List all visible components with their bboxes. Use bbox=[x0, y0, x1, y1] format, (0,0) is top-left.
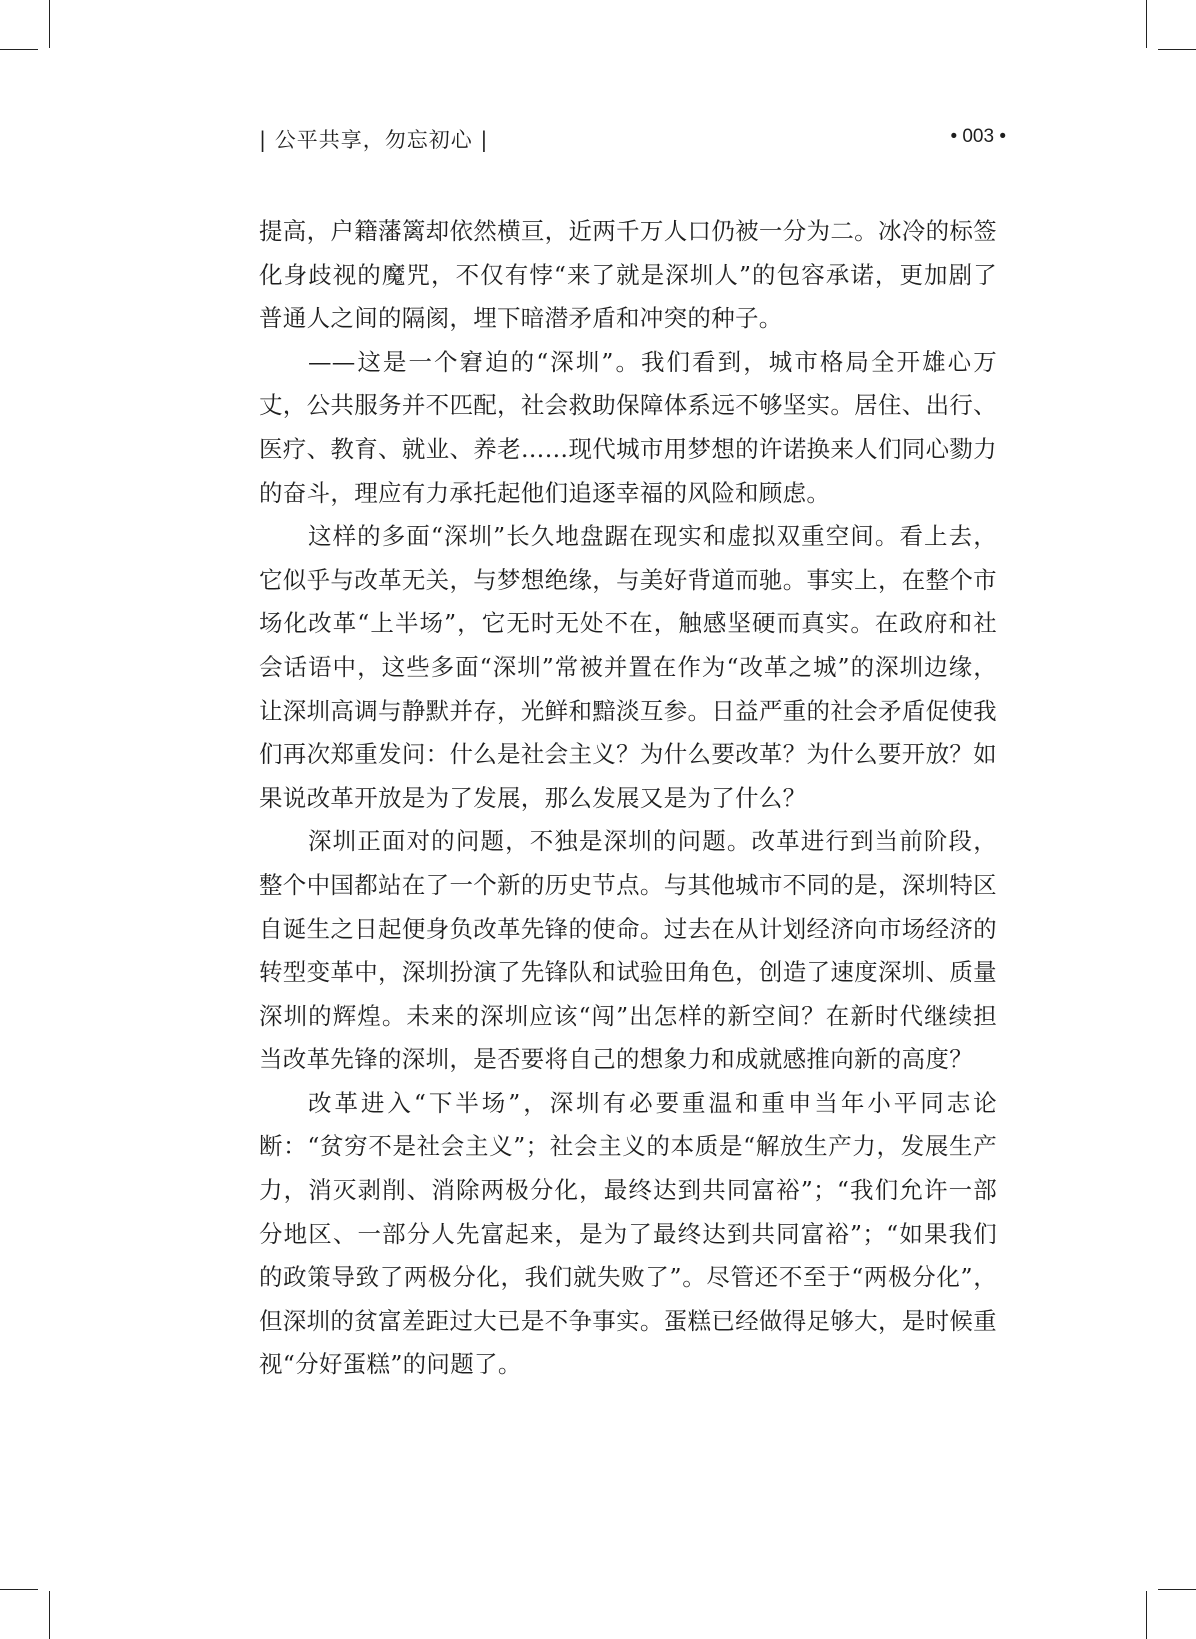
paragraph: ——这是一个窘迫的“深圳”。我们看到，城市格局全开雄心万丈，公共服务并不匹配，社会救助保障体系远不够坚实。居住、出行、医疗、教育、就业、养老……现代城市用梦想的许诺换来人们同心勠力的奋斗，理应有力承托起他们追逐幸福的风险和顾虑。 bbox=[259, 347, 997, 507]
crop-mark bbox=[1146, 1591, 1147, 1639]
page-number: • 003 • bbox=[950, 126, 1006, 147]
crop-mark bbox=[0, 1589, 38, 1590]
page-header bbox=[259, 124, 1006, 154]
body-text bbox=[259, 210, 997, 1387]
crop-mark bbox=[1146, 0, 1147, 48]
crop-mark bbox=[0, 49, 38, 50]
running-title: | 公平共享，勿忘初心 | bbox=[259, 128, 489, 152]
crop-mark bbox=[1158, 1589, 1196, 1590]
paragraph: 这样的多面“深圳”长久地盘踞在现实和虚拟双重空间。看上去，它似乎与改革无关，与梦想绝缘，与美好背道而驰。事实上，在整个市场化改革“上半场”，它无时无处不在，触感坚硬而真实。在政府和社会话语中，这些多面“深圳”常被并置在作为“改革之城”的深圳边缘，让深圳高调与静默并存，光鲜和黯淡互参。日益严重的社会矛盾促使我们再次郑重发问：什么是社会主义？为什么要改革？为什么要开放？如果说改革开放是为了发展，那么发展又是为了什么？ bbox=[259, 522, 997, 812]
paragraph: 提高，户籍藩篱却依然横亘，近两千万人口仍被一分为二。冰冷的标签化身歧视的魔咒，不仅有悖“来了就是深圳人”的包容承诺，更加剧了普通人之间的隔阂，埋下暗潜矛盾和冲突的种子。 bbox=[259, 217, 997, 333]
paragraph: 改革进入“下半场”，深圳有必要重温和重申当年小平同志论断：“贫穷不是社会主义”；社会主义的本质是“解放生产力，发展生产力，消灭剥削、消除两极分化，最终达到共同富裕”；“我们允许一部分地区、一部分人先富起来，是为了最终达到共同富裕”；“如果我们的政策导致了两极分化，我们就失败了”。尽管还不至于“两极分化”，但深圳的贫富差距过大已是不争事实。蛋糕已经做得足够大，是时候重视“分好蛋糕”的问题了。 bbox=[259, 1088, 997, 1379]
crop-mark bbox=[49, 0, 50, 48]
crop-mark bbox=[1158, 49, 1196, 50]
paragraph: 深圳正面对的问题，不独是深圳的问题。改革进行到当前阶段，整个中国都站在了一个新的历史节点。与其他城市不同的是，深圳特区自诞生之日起便身负改革先锋的使命。过去在从计划经济向市场经济的转型变革中，深圳扮演了先锋队和试验田角色，创造了速度深圳、质量深圳的辉煌。未来的深圳应该“闯”出怎样的新空间？在新时代继续担当改革先锋的深圳，是否要将自己的想象力和成就感推向新的高度？ bbox=[259, 827, 997, 1074]
crop-mark bbox=[49, 1591, 50, 1639]
